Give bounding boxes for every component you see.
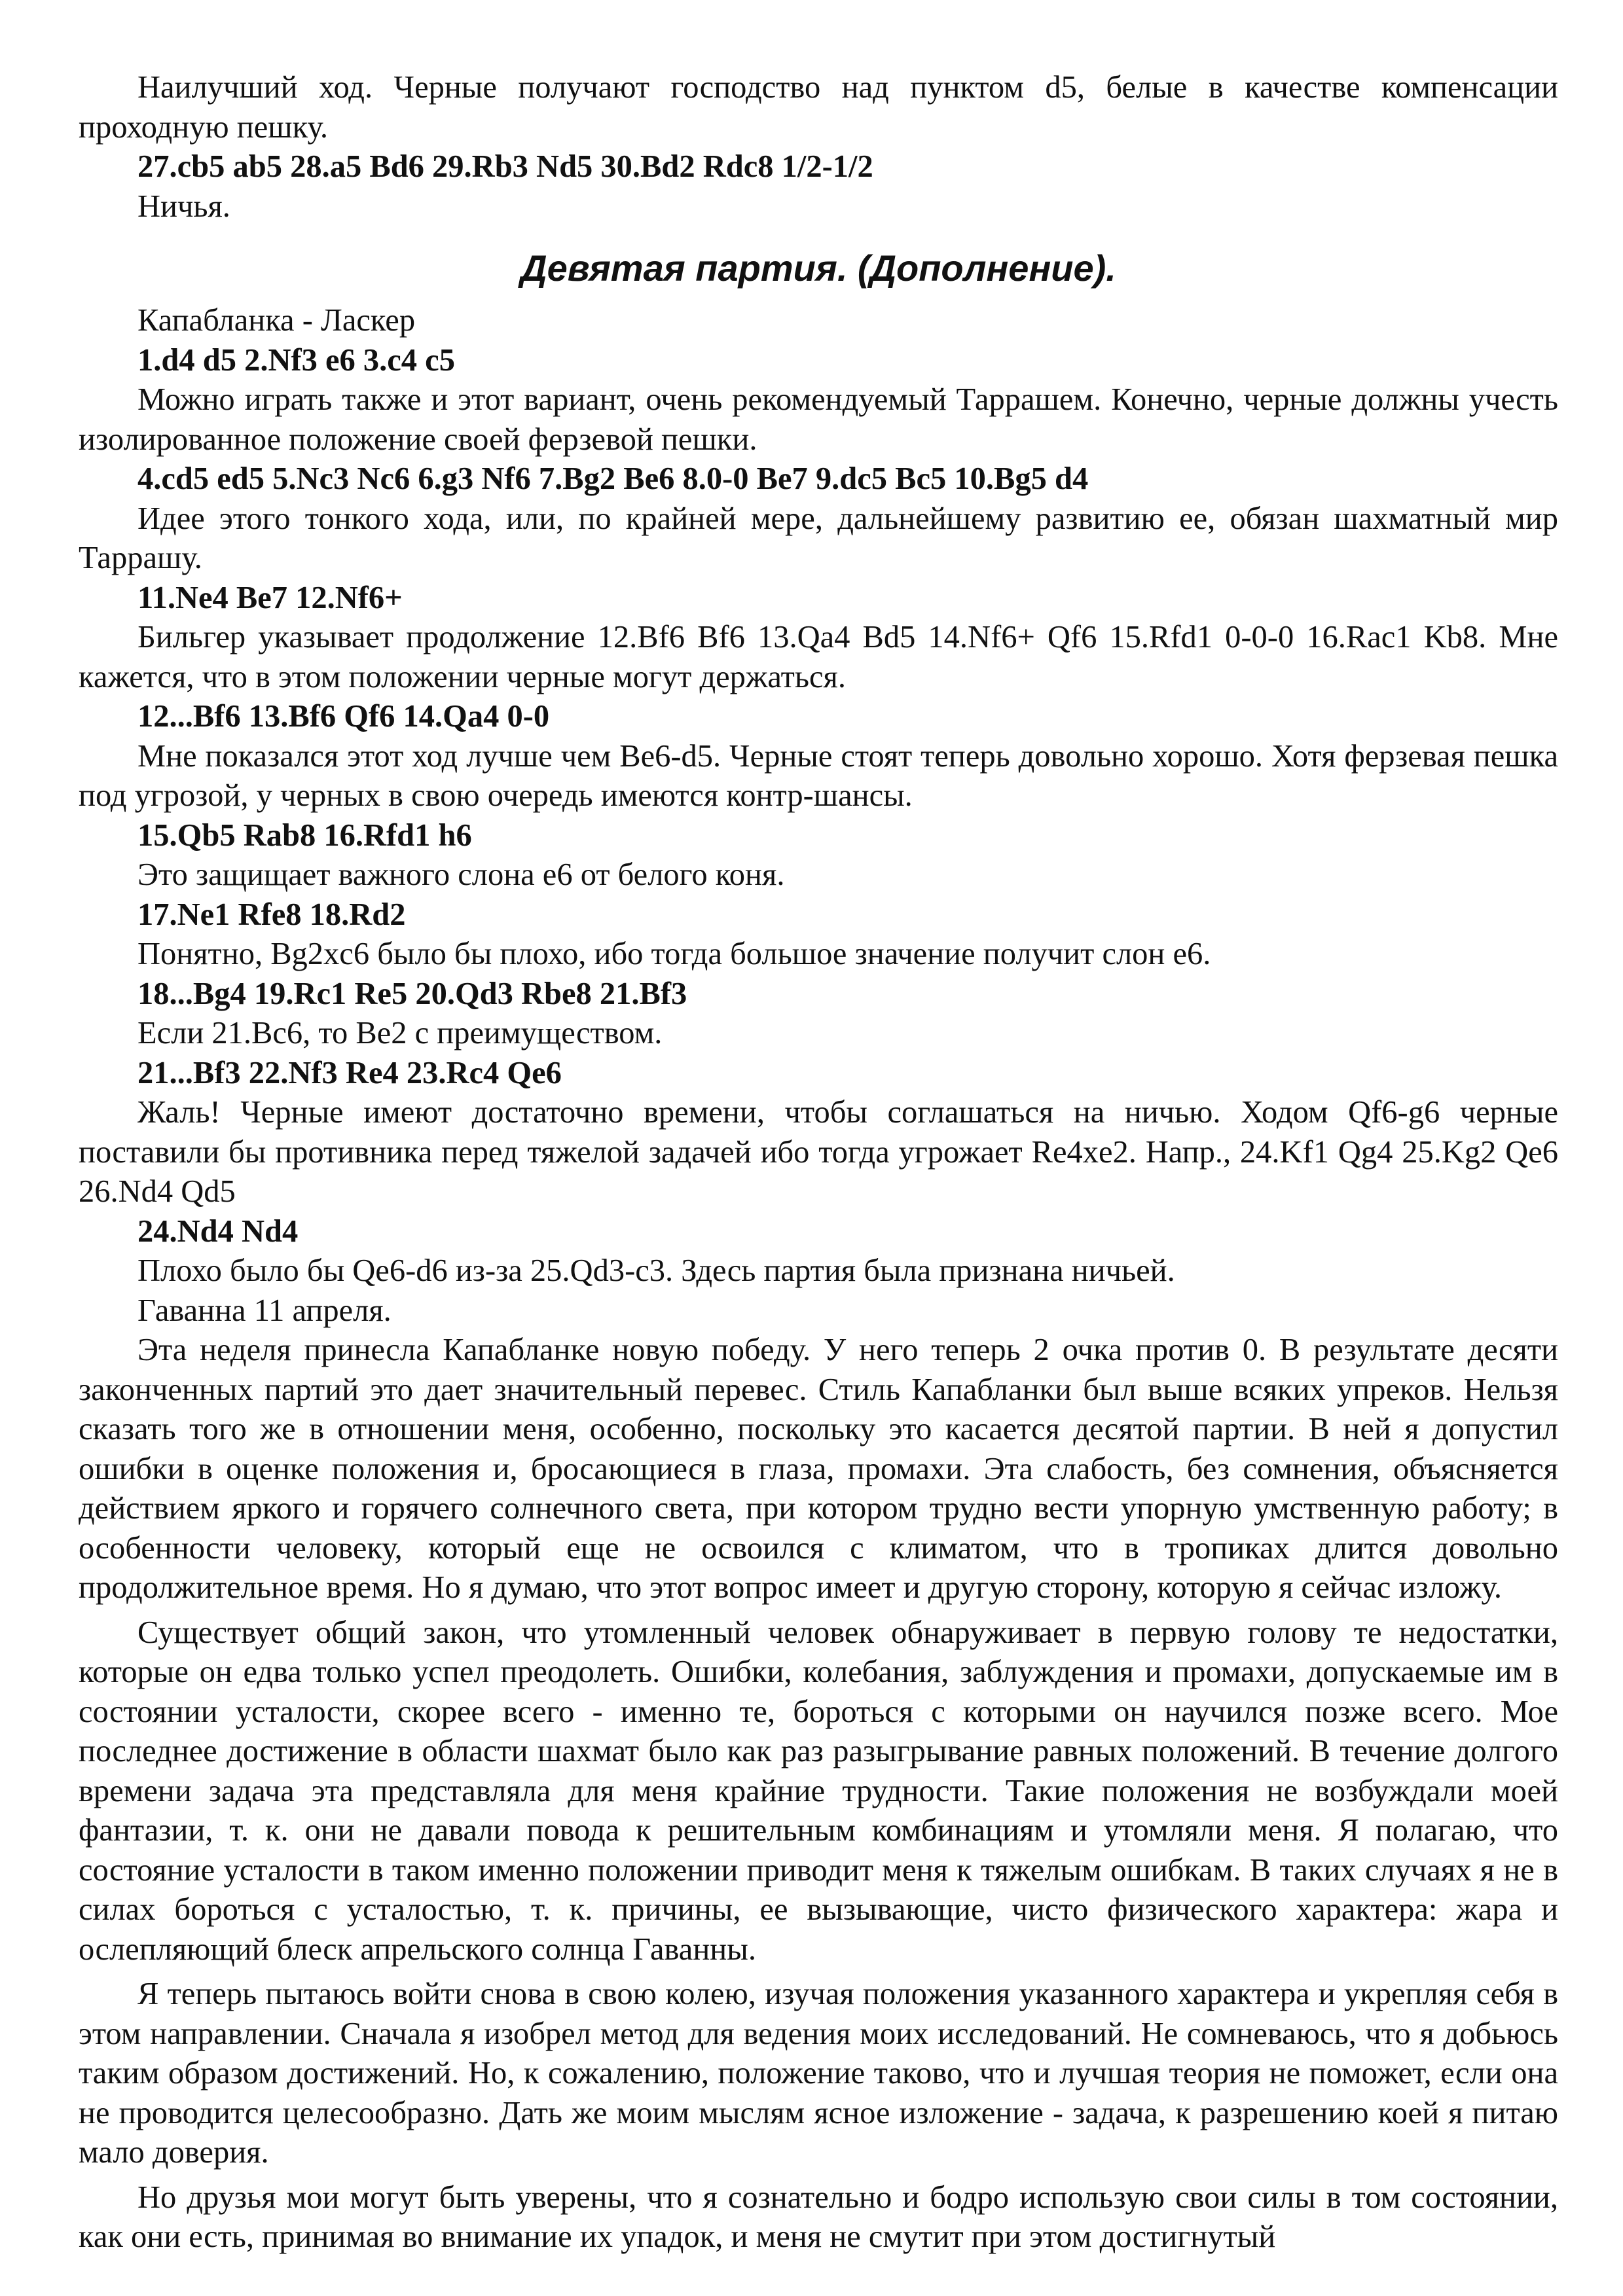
paragraph-body: Эта неделя принесла Капабланке новую победу. У него теперь 2 очка против 0. В результате десяти законченных партий это дает значительный перевес. Стиль Капабланки был выше всяких упреков. Нельзя сказать того же в отношении меня, особенно, поскольку это касается десятой партии. В ней я допустил ошибки в оценке положения и, бросающиеся в глаза, промахи. Эта слабость, без сомнения, объясняется действием яркого и горячего солнечного света, при котором трудно вести упорную умственную работу; в особенности человеку, который еще не освоился с климатом, что в тропиках длится довольно продолжительное время. Но я думаю, что этот вопрос имеет и другую сторону, которую я сейчас изложу. — [79, 1333, 1558, 1605]
paragraph-commentary: Идее этого тонкого хода, или, по крайней мере, дальнейшему развитию ее, обязан шахматный мир Таррашу. — [79, 501, 1558, 575]
paragraph-commentary: Жаль! Черные имеют достаточно времени, чтобы соглашаться на ничью. Ходом Qf6-g6 черные поставили бы противника перед тяжелой задачей ибо тогда угрожает Re4xe2. Напр., 24.Kf1 Qg4 25.Kg2 Qe6 26.Nd4 Qd5 — [79, 1095, 1558, 1209]
paragraph-commentary: Это защищает важного слона e6 от белого коня. — [137, 857, 785, 892]
paragraph-commentary: Понятно, Bg2xc6 было бы плохо, ибо тогда большое значение получит слон e6. — [137, 937, 1211, 971]
move-line: 18...Bg4 19.Rc1 Re5 20.Qd3 Rbe8 21.Bf3 — [137, 976, 687, 1011]
move-line: 24.Nd4 Nd4 — [137, 1213, 299, 1249]
document-page — [79, 68, 1558, 2257]
move-line: 15.Qb5 Rab8 16.Rfd1 h6 — [137, 817, 472, 853]
dateline: Гаванна 11 апреля. — [137, 1293, 392, 1328]
paragraph-commentary: Мне показался этот ход лучше чем Be6-d5. Черные стоят теперь довольно хорошо. Хотя ферзевая пешка под угрозой, у черных в свою очередь имеются контр-шансы. — [79, 738, 1558, 813]
section-heading: Девятая партия. (Дополнение). — [520, 247, 1116, 289]
paragraph-commentary: Если 21.Bc6, то Be2 с преимуществом. — [137, 1016, 663, 1050]
paragraph-commentary: Наилучший ход. Черные получают господство над пунктом d5, белые в качестве компенсации проходную пешку. — [79, 70, 1558, 145]
paragraph-body: Но друзья мои могут быть уверены, что я сознательно и бодро использую свои силы в том состоянии, как они есть, принимая во внимание их упадок, и меня не смутит при этом достигнутый — [79, 2179, 1558, 2254]
players-line: Капабланка - Ласкер — [137, 303, 416, 338]
paragraph-commentary: Плохо было бы Qe6-d6 из-за 25.Qd3-c3. Здесь партия была признана ничьей. — [137, 1253, 1175, 1288]
paragraph-body: Существует общий закон, что утомленный человек обнаруживает в первую голову те недостатки, которые он едва только успел преодолеть. Ошибки, колебания, заблуждения и промахи, допускаемые им в состоянии усталости, скорее всего - именно те, бороться с которыми он научился позже всего. Мое последнее достижение в области шахмат было как раз разыгрывание равных положений. В течение долгого времени задача эта представляла для меня крайние трудности. Такие положения не возбуждали моей фантазии, т. к. они не давали повода к решительным комбинациям и утомляли меня. Я полагаю, что состояние усталости в таком именно положении приводит меня к тяжелым ошибкам. В таких случаях я не в силах бороться с усталостью, т. к. причины, ее вызывающие, чисто физического характера: жара и ослепляющий блеск апрельского солнца Гаванны. — [79, 1615, 1558, 1967]
move-line: 17.Ne1 Rfe8 18.Rd2 — [137, 897, 406, 932]
move-line: 11.Ne4 Be7 12.Nf6+ — [137, 580, 403, 615]
move-line: 27.cb5 ab5 28.a5 Bd6 29.Rb3 Nd5 30.Bd2 Rdc8 1/2-1/2 — [137, 149, 873, 184]
move-line: 4.cd5 ed5 5.Nc3 Nc6 6.g3 Nf6 7.Bg2 Be6 8.0-0 Be7 9.dc5 Bc5 10.Bg5 d4 — [137, 461, 1089, 496]
move-line: 1.d4 d5 2.Nf3 e6 3.c4 c5 — [137, 342, 455, 378]
paragraph-body: Я теперь пытаюсь войти снова в свою колею, изучая положения указанного характера и укрепляя себя в этом направлении. Сначала я изобрел метод для ведения моих исследований. Не сомневаюсь, что я добьюсь таким образом достижений. Но, к сожалению, положение таково, что и лучшая теория не поможет, если она не проводится целесообразно. Дать же моим мыслям ясное изложение - задача, к разрешению коей я питаю мало доверия. — [79, 1977, 1558, 2170]
paragraph-commentary: Бильгер указывает продолжение 12.Bf6 Bf6 13.Qa4 Bd5 14.Nf6+ Qf6 15.Rfd1 0-0-0 16.Rac1 Kb8. Мне кажется, что в этом положении черные могут держаться. — [79, 620, 1558, 694]
paragraph-result: Ничья. — [137, 188, 230, 224]
move-line: 21...Bf3 22.Nf3 Re4 23.Rc4 Qe6 — [137, 1055, 562, 1090]
move-line: 12...Bf6 13.Bf6 Qf6 14.Qa4 0-0 — [137, 699, 550, 734]
paragraph-commentary: Можно играть также и этот вариант, очень рекомендуемый Таррашем. Конечно, черные должны учесть изолированное положение своей ферзевой пешки. — [79, 382, 1558, 457]
